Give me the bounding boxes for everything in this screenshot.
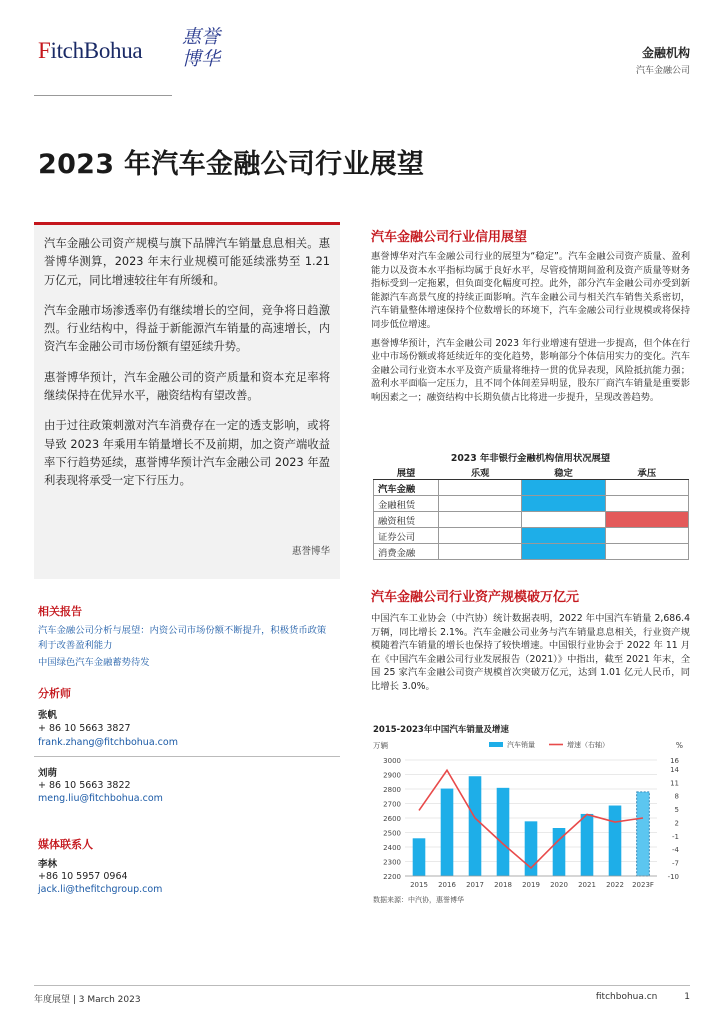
y-right-unit: % bbox=[675, 741, 683, 750]
y-left-tick-label: 2300 bbox=[383, 858, 401, 867]
summary-paragraph: 汽车金融公司资产规模与旗下品牌汽车销量息息相关。惠誉博华测算，2023 年末行业规模可能延续涨势至 1.21 万亿元，同比增速较往年有所缓和。 bbox=[44, 237, 330, 287]
footer-site-page bbox=[596, 992, 690, 1002]
y-left-tick-label: 2400 bbox=[383, 844, 401, 852]
section-heading-asset-scale: 汽车金融公司行业资产规模破万亿元 bbox=[371, 590, 580, 605]
cell-optimistic bbox=[439, 496, 522, 512]
summary-paragraph: 由于过往政策刺激对汽车消费存在一定的透支影响，或将导致 2023 年乘用车销量增长不及前期，加之资产端收益率下行趋势延续，惠誉博华预计汽车金融公司 2023 年盈利表现将承受一定下行压力。 bbox=[44, 419, 330, 488]
bar-sales-2023F bbox=[637, 792, 650, 876]
analyst-heading: 分析师 bbox=[38, 687, 71, 700]
x-tick-label: 2017 bbox=[466, 881, 484, 889]
cell-optimistic bbox=[439, 512, 522, 528]
x-tick-label: 2019 bbox=[522, 881, 540, 889]
section-heading-credit-outlook: 汽车金融公司行业信用展望 bbox=[371, 230, 528, 245]
x-tick-label: 2021 bbox=[578, 881, 596, 889]
analyst-name: 刘萌 bbox=[38, 768, 58, 779]
page-title: 2023 年汽车金融公司行业展望 bbox=[38, 149, 425, 180]
related-report-link[interactable]: 汽车金融公司分析与展望：内资公司市场份额不断提升，积极货币政策利于改善盈利能力 bbox=[38, 625, 327, 651]
y-right-tick-label: -10 bbox=[667, 873, 679, 881]
y-left-unit: 万辆 bbox=[373, 741, 388, 750]
media-contact-email[interactable]: jack.li@thefitchgroup.com bbox=[38, 884, 163, 895]
cell-optimistic bbox=[439, 480, 522, 496]
summary-signature: 惠誉博华 bbox=[291, 546, 330, 557]
summary-paragraph: 惠誉博华预计，汽车金融公司的资产质量和资本充足率将继续保持在优异水平，融资结构有望改善。 bbox=[44, 370, 330, 403]
analyst-name: 张帆 bbox=[38, 710, 58, 721]
analyst-email[interactable]: frank.zhang@fitchbohua.com bbox=[38, 737, 178, 748]
x-tick-label: 2016 bbox=[438, 881, 456, 889]
y-right-tick-label: -7 bbox=[672, 859, 679, 868]
y-left-tick-label: 2600 bbox=[383, 815, 401, 823]
summary-box bbox=[34, 222, 340, 579]
analyst-email[interactable]: meng.liu@fitchbohua.com bbox=[38, 793, 163, 804]
table-row bbox=[374, 480, 689, 496]
analyst-phone: + 86 10 5663 3827 bbox=[38, 723, 131, 734]
report-subcategory: 汽车金融公司 bbox=[635, 66, 690, 76]
y-right-tick-label: -1 bbox=[672, 832, 679, 841]
y-left-tick-label: 2800 bbox=[383, 786, 401, 794]
table-header: 承压 bbox=[605, 464, 688, 480]
table-row bbox=[374, 544, 689, 560]
cell-pressured-filled bbox=[605, 512, 688, 528]
section1-paragraph: 惠誉博华预计，汽车金融公司 2023 年行业增速有望进一步提高，但个体在行业中市场份额或将延续近年的变化趋势，影响部分个体信用实力的变化。汽车金融公司行业资本水平及资产质量将维持一贯的优异表现，风险抵抗能力强；盈利水平面临一定压力，且不同个体间差异明显，股东厂商汽车销量是重要影响因素之一；融资结构中长期负债占比将进一步提升，呈现改善趋势。 bbox=[371, 337, 690, 403]
y-left-tick-label: 3000 bbox=[383, 757, 401, 765]
table-header: 稳定 bbox=[522, 464, 605, 480]
cell-stable-filled bbox=[522, 496, 605, 512]
x-tick-label: 2023F bbox=[632, 881, 654, 889]
table-row-label: 汽车金融 bbox=[374, 480, 439, 496]
x-tick-label: 2022 bbox=[606, 881, 624, 889]
media-contact-name: 李林 bbox=[38, 859, 58, 870]
summary-paragraph: 汽车金融市场渗透率仍有继续增长的空间，竞争将日趋激烈。行业结构中，得益于新能源汽车销量的高速增长，内资汽车金融公司市场份额有望延续升势。 bbox=[44, 303, 330, 354]
logo-seal bbox=[178, 26, 224, 70]
media-contact-phone: +86 10 5957 0964 bbox=[38, 871, 128, 882]
footer-site[interactable]: fitchbohua.cn bbox=[595, 992, 658, 1002]
x-tick-label: 2018 bbox=[494, 881, 512, 889]
legend-swatch-sales bbox=[489, 742, 503, 747]
y-right-tick-label: 5 bbox=[674, 806, 679, 815]
chart-bars bbox=[413, 776, 650, 876]
chart-title: 2015-2023年中国汽车销量及增速 bbox=[373, 725, 509, 735]
x-tick-label: 2020 bbox=[550, 881, 568, 889]
media-contact-heading: 媒体联系人 bbox=[38, 838, 93, 851]
y-right-tick-label: 8 bbox=[674, 792, 679, 801]
logo-seal-line1: 惠誉 bbox=[181, 26, 220, 48]
y-left-tick-label: 2500 bbox=[383, 829, 401, 838]
cell-stable bbox=[522, 512, 605, 528]
table-row-label: 金融租赁 bbox=[374, 496, 439, 512]
y-right-tick-label: 11 bbox=[670, 779, 679, 788]
header-divider bbox=[34, 95, 172, 96]
y-right-tick-label: 16 bbox=[670, 757, 679, 765]
y-left-tick-label: 2200 bbox=[383, 873, 401, 881]
logo-text: itchBohua bbox=[50, 38, 143, 63]
rating-outlook-table bbox=[373, 464, 689, 560]
bar-sales-2018 bbox=[497, 788, 510, 876]
cell-pressured bbox=[605, 480, 688, 496]
bar-sales-2016 bbox=[441, 789, 454, 876]
section2-paragraph: 中国汽车工业协会（中汽协）统计数据表明，2022 年中国汽车销量 2,686.4 万辆，同比增长 2.1%。汽车金融公司业务与汽车销量息息相关，行业资产规模随着汽车销量的增长也保持了较快增速。中国银行业协会于 2022 年 11 月在《中国汽车金融公司行业发展报告（2021）》中指出，截至 2021 年末，全国 25 家汽车金融公司资产规模首次突破万亿元，达到 1.01 亿元人民币，同比增长 3.0%。 bbox=[371, 613, 690, 692]
fitchbohua-logo bbox=[38, 38, 142, 64]
table-row-label: 消费金融 bbox=[374, 544, 439, 560]
divider bbox=[34, 756, 340, 757]
bar-sales-2017 bbox=[469, 776, 482, 876]
y-left-tick-label: 2900 bbox=[383, 771, 401, 780]
rating-table-caption: 2023 年非银行金融机构信用状况展望 bbox=[450, 453, 611, 464]
section1-body bbox=[371, 250, 690, 405]
footer-report-type-date: 年度展望 | 3 March 2023 bbox=[34, 995, 141, 1005]
x-tick-label: 2015 bbox=[410, 881, 428, 889]
y-right-tick-label: -4 bbox=[672, 846, 679, 855]
related-report-link[interactable]: 中国绿色汽车金融蓄势待发 bbox=[38, 657, 150, 668]
chart-source: 数据来源：中汽协，惠誉博华 bbox=[373, 896, 464, 904]
footer-divider bbox=[34, 985, 690, 986]
cell-optimistic bbox=[439, 528, 522, 544]
page-number: 1 bbox=[684, 992, 690, 1002]
sales-growth-chart bbox=[371, 718, 690, 908]
analyst-phone: + 86 10 5663 3822 bbox=[38, 780, 131, 791]
cell-pressured bbox=[605, 496, 688, 512]
cell-stable-filled bbox=[522, 528, 605, 544]
y-right-tick-label: 14 bbox=[670, 765, 679, 774]
bar-sales-2015 bbox=[413, 838, 426, 876]
cell-pressured bbox=[605, 544, 688, 560]
cell-stable-filled bbox=[522, 544, 605, 560]
cell-stable-filled bbox=[522, 480, 605, 496]
cell-optimistic bbox=[439, 544, 522, 560]
section1-paragraph: 惠誉博华对汽车金融公司行业的展望为“稳定”。汽车金融公司资产质量、盈利能力以及资本水平指标均属于良好水平，尽管疫情期间盈利及资产质量等财务指标受到一定拖累，但负面变化幅度可控。此外，部分汽车金融公司亦受到新能源汽车高景气度的持续正面影响。汽车金融公司与相关汽车销售关系密切，汽车销量整体增速保持个位数增长的环境下，汽车金融公司行业规模或将保持同步低位增速。 bbox=[371, 251, 690, 330]
cell-pressured bbox=[605, 528, 688, 544]
section2-body bbox=[371, 612, 690, 694]
bar-sales-2021 bbox=[581, 814, 594, 876]
table-header: 乐观 bbox=[439, 464, 522, 480]
legend-label-sales: 汽车销量 bbox=[507, 741, 535, 749]
table-row bbox=[374, 496, 689, 512]
table-row bbox=[374, 512, 689, 528]
table-row-label: 证券公司 bbox=[374, 528, 439, 544]
y-right-tick-label: 2 bbox=[674, 819, 679, 828]
chart-legend bbox=[489, 740, 609, 749]
logo-seal-line2: 博华 bbox=[181, 48, 220, 70]
table-row-label: 融资租赁 bbox=[374, 512, 439, 528]
table-header: 展望 bbox=[374, 464, 439, 480]
report-category: 金融机构 bbox=[641, 46, 690, 60]
related-reports-heading: 相关报告 bbox=[38, 605, 82, 618]
logo-red-letter: F bbox=[38, 38, 51, 63]
bar-sales-2022 bbox=[609, 806, 622, 876]
legend-label-growth: 增速（右轴） bbox=[567, 741, 609, 749]
table-row bbox=[374, 528, 689, 544]
y-left-tick-label: 2700 bbox=[383, 800, 401, 809]
